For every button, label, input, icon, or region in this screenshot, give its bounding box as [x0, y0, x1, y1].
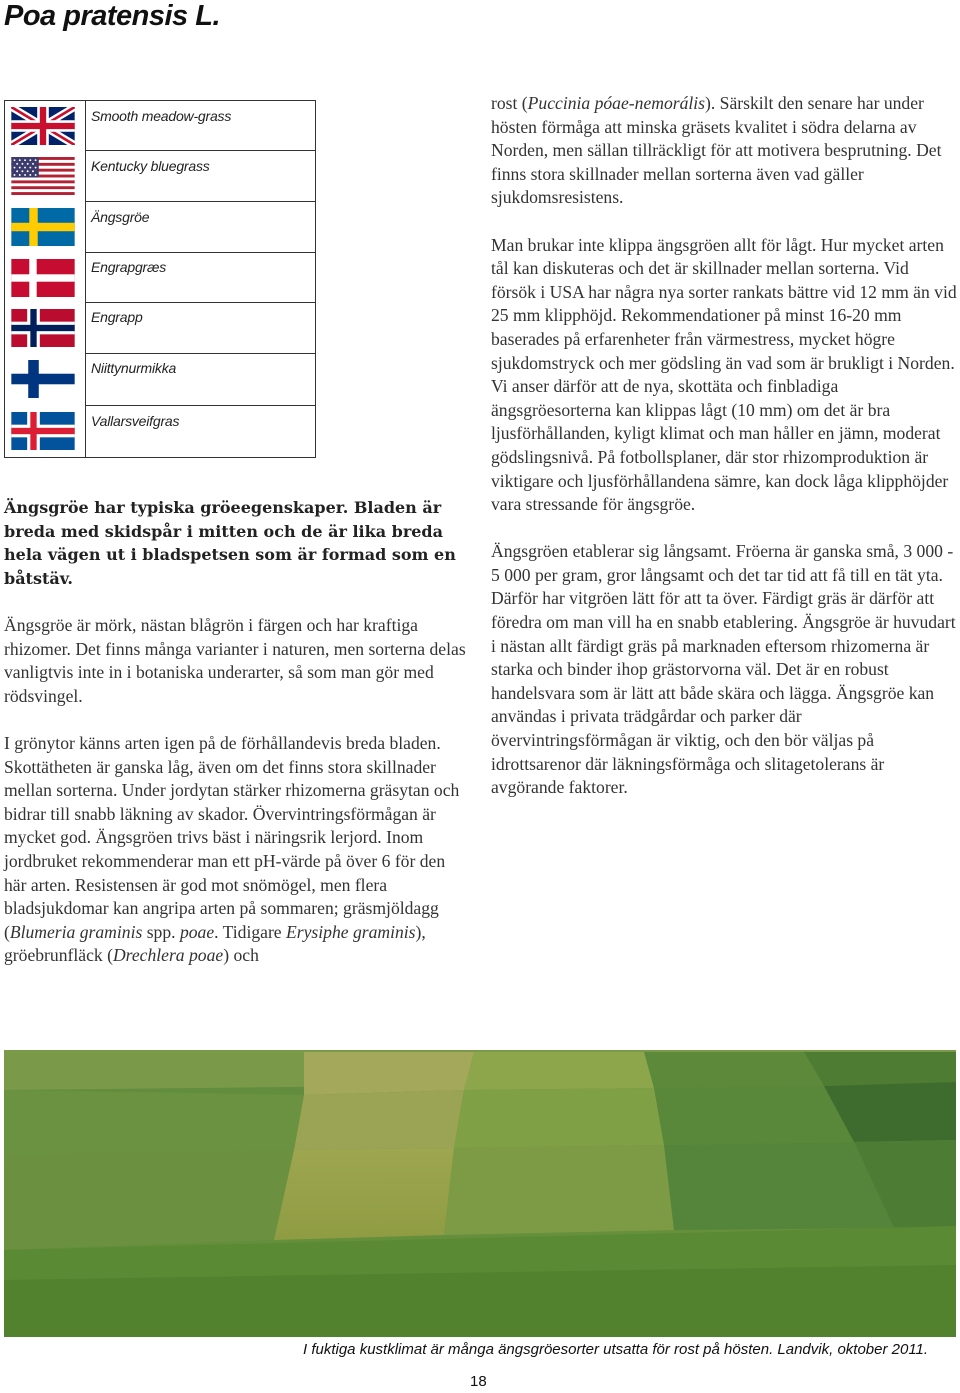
common-name-swedish: Ängsgröe [91, 209, 150, 225]
table-divider [85, 150, 315, 151]
right-column [491, 92, 957, 800]
common-name-danish: Engrapgræs [91, 259, 167, 275]
page-title: Poa pratensis L. [4, 0, 221, 32]
common-name-icelandic: Vallarsveifgras [91, 413, 180, 429]
species-name: Erysiphe graminis [286, 921, 416, 942]
common-names-table [4, 100, 316, 458]
table-divider [85, 405, 315, 406]
species-name: Drechlera poae [112, 945, 224, 966]
species-name: Puccinia póae-nemorális [527, 93, 706, 113]
turf-trial-plots-photo [4, 1050, 956, 1337]
sweden-flag-icon [11, 208, 75, 246]
species-name: Blumeria graminis [9, 921, 143, 942]
body-paragraph: Man brukar inte klippa ängsgröen allt för lågt. Hur mycket arten tål kan diskuteras och det är skillnader mellan sorterna. Vid försök i USA har några nya sorter rankats bättre vid 12 mm än vid 25 mm klipphöjd. Rekommendationer på minst 16-20 mm baserades på erfarenheter från värmestress, mycket högre sjukdomstryck och mer gödsling än vad som är brukligt i Norden. Vi anser därför att de nya, skottäta och finbladiga ängsgröesorterna kan klippas lågt (10 mm) om det är bra ljusförhållanden, kyligt klimat och man håller en jämn, moderat gödslingsnivå. På fotbollsplaner, där stor rhizomproduktion är viktigare och ljusförhållandena sämre, kan dock låga klipphöjder vara stressande för ängsgröe. [491, 234, 957, 515]
lead-paragraph: Ängsgröe har typiska gröeegenskaper. Bladen är breda med skidspår i mitten och de är lika breda hela vägen ut i bladspetsen som är formad som en båtstäv. [4, 498, 456, 588]
table-divider [85, 101, 86, 457]
us-flag-icon [11, 157, 75, 195]
uk-flag-icon [11, 107, 75, 145]
body-paragraph: Ängsgröen etablerar sig långsamt. Fröerna är ganska små, 3 000 - 5 000 per gram, gror långsamt och det tar tid att få till en tät yta. Därför har vitgröen lätt för att ta över. Färdigt gräs är därför att föredra om man vill ha en snabb etablering. Ängsgröe är huvudart i nästan allt färdigt gräs på marknaden eftersom rhizomerna är starka och binder ihop grästorvorna väl. Det är en robust handelsvara som är lätt att både skära och lägga. Ängsgröe kan användas i privata trädgårdar och parker där övervintringsförmågan är viktig, och den bör väljas på idrottsarenor där läkningsförmåga och slitagetolerans är avgörande faktorer. [491, 541, 956, 798]
body-paragraph: Ängsgröe är mörk, nästan blågrön i färgen och har kraftiga rhizomer. Det finns många varianter i naturen, men sorterna delas vanligtvis inte in i botaniska underarter, så som man gör med rödsvingel. [4, 614, 466, 706]
body-paragraph: rost (Puccinia póae-nemorális). Särskilt den senare har under hösten förmåga att minska gräsets kvalitet i södra delarna av Norden, men sällan tillräckligt för att motivera besprutning. Det finns stora skillnader mellan sorterna även vad gäller sjukdomsresistens. [491, 93, 942, 208]
common-name-norwegian: Engrapp [91, 309, 143, 325]
photo-caption: I fuktiga kustklimat är många ängsgröesorter utsatta för rost på hösten. Landvik, oktober 2011. [303, 1341, 929, 1358]
denmark-flag-icon [11, 259, 75, 297]
table-divider [85, 302, 315, 303]
table-divider [85, 252, 315, 253]
common-name-finnish: Niittynurmikka [91, 360, 177, 376]
common-name-english-us: Kentucky bluegrass [91, 158, 210, 174]
iceland-flag-icon [11, 412, 75, 450]
body-paragraph: I grönytor känns arten igen på de förhållandevis breda bladen. Skottätheten är ganska låg, även om det finns stora skillnader mellan sorterna. Under jordytan stärker rhizomerna gräsytan och bidrar till snabb läkning av skador. Övervintringsförmågan är mycket god. Ängsgröen trivs bäst i näringsrik lerjord. Inom jordbruket rekommenderar man ett pH-värde på över 6 för den här arten. Resistensen är god mot snömögel, men flera bladsjukdomar kan angripa arten på sommaren; gräsmjöldagg (Blumeria graminis spp. poae. Tidigare Erysiphe graminis), gröebrunfläck (Drechlera poae) och [4, 732, 460, 966]
page-number: 18 [470, 1373, 487, 1390]
common-name-english-uk: Smooth meadow-grass [91, 108, 232, 124]
norway-flag-icon [11, 309, 75, 347]
table-divider [85, 201, 315, 202]
table-divider [85, 353, 315, 354]
species-name: poae [179, 921, 215, 942]
left-column [4, 496, 470, 968]
finland-flag-icon [11, 360, 75, 398]
